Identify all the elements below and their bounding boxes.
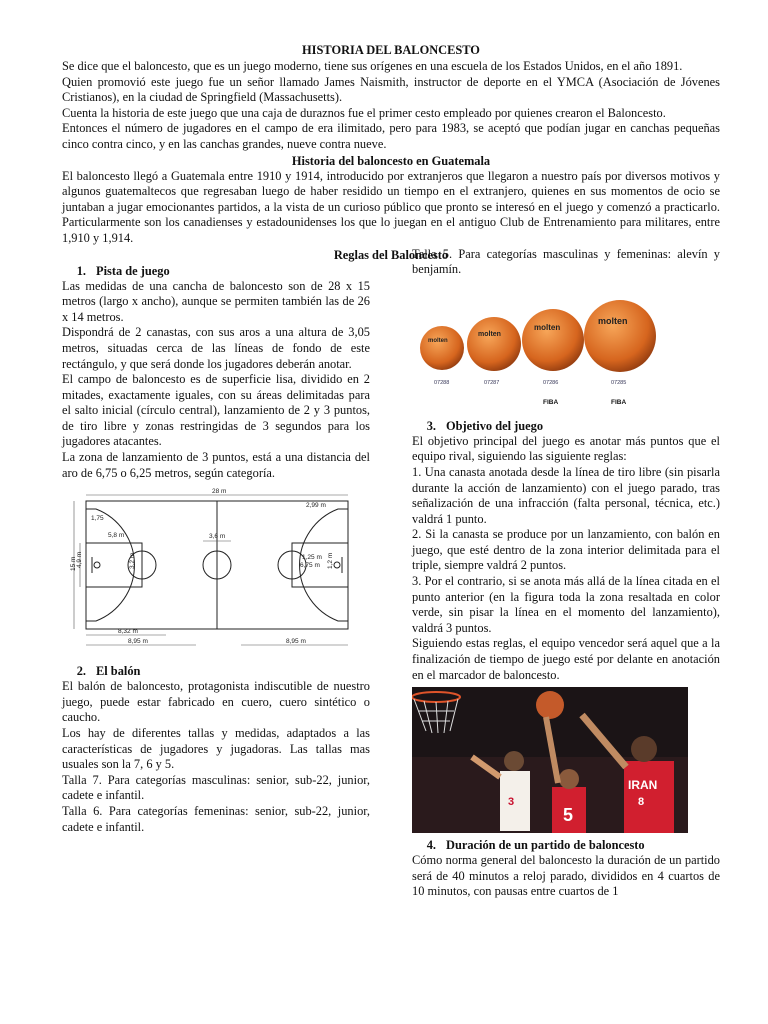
- section-1-paragraph-1: Las medidas de una cancha de baloncesto son de 28 x 15 metros (largo x ancho), aunque se permiten también las de 26 x 14 metros.: [62, 278, 370, 324]
- court-895b-label: 8,95 m: [286, 638, 306, 646]
- svg-text:5: 5: [563, 805, 574, 826]
- court-diagram: [66, 487, 356, 655]
- game-ball: [536, 691, 564, 719]
- section-1-heading: [62, 263, 370, 279]
- court-299-label: 2,99 m: [306, 502, 326, 510]
- section-3-heading: [412, 418, 720, 434]
- ball-code-2: 07287: [484, 379, 500, 386]
- section-2-paragraph-4: Talla 6. Para categorías femeninas: senior, sub-22, junior, cadete e infantil.: [62, 804, 370, 834]
- fiba-logo-1: FIBA: [543, 398, 559, 406]
- section-2-paragraph-1: El balón de baloncesto, protagonista indiscutible de nuestro juego, puede estar fabricado en cuero, cuero sintético o caucho.: [62, 679, 370, 725]
- game-photo: [412, 687, 688, 833]
- court-49-label: 4,9 m: [76, 551, 83, 569]
- section-4-number: 4.: [426, 838, 436, 853]
- rules-heading: Reglas del Baloncesto: [333, 247, 449, 262]
- court-length-label: 28 m: [212, 488, 227, 496]
- fiba-logo-2: FIBA: [611, 398, 627, 406]
- svg-text:molten: molten: [478, 330, 501, 338]
- ball-1: [420, 326, 464, 370]
- court-58-label: 5,8 m: [108, 532, 125, 540]
- section-3-paragraph-5: Siguiendo estas reglas, el equipo vencedor será aquel que a la finalización de tiempo de juego esté por delante en anotación en el marcador de baloncesto.: [412, 636, 720, 682]
- section-4-paragraph-1: Cómo norma general del baloncesto la duración de un partido será de 40 minutos a reloj parado, divididos en 4 cuartos de 10 minutos, con pausas entre cuartos de 1: [412, 853, 720, 899]
- ball-2: [467, 317, 521, 371]
- left-column: [62, 263, 370, 900]
- right-hoop: [334, 562, 340, 568]
- svg-text:molten: molten: [598, 315, 628, 326]
- svg-text:molten: molten: [534, 322, 561, 332]
- section-3-number: 3.: [426, 418, 436, 433]
- section-3-paragraph-2: 1. Una canasta anotada desde la línea de tiro libre (sin pisarla durante la acción de lanzamiento) con el juego parado, tras señalización de una infracción (falta personal, técnica, etc.) valdrá 1 punto.: [412, 464, 720, 526]
- guatemala-heading: Historia del baloncesto en Guatemala: [291, 153, 491, 168]
- section-1-paragraph-3: El campo de baloncesto es de superficie lisa, dividido en 2 mitades, exactamente iguales, con su áreas delimitadas para el salto inicial (círculo central), lanzamiento de 2 y 3 puntos, de tiro libre y zonas restringidas de 3 segundos para los jugadores atacantes.: [62, 372, 370, 449]
- svg-text:3: 3: [508, 796, 515, 809]
- left-hoop: [94, 562, 100, 568]
- guatemala-paragraph: El baloncesto llegó a Guatemala entre 1910 y 1914, introducido por extranjeros que llegaron a nuestro país por diversos motivos y algunos guatemaltecos que regresaban luego de haber residido un tiempo en el extranjero, quienes en sus momentos de ocio se juntaban a jugar emocionantes partidos, a la vista de un curioso público que pronto se interesó en el juego y comenzó a practicarlo. Particularmente son los canadienses y estadounidenses los que lo juegan en el antiguo Club de Entrenamiento para militares, entre 1,910 y 1,914.: [62, 168, 720, 245]
- court-32-label: 3,2 m: [129, 552, 136, 570]
- intro-paragraph-1: Se dice que el baloncesto, que es un juego moderno, tiene sus orígenes en una escuela de los Estados Unidos, en el año 1891.: [62, 59, 683, 73]
- svg-text:molten: molten: [428, 337, 448, 344]
- section-3-paragraph-3: 2. Si la canasta se produce por un lanzamiento, con balón en juego, que esté dentro de la zona interior delimitada para el triple, siempre valdrá 2 puntos.: [412, 527, 720, 573]
- section-2-title: El balón: [96, 664, 141, 679]
- court-12-label: 1,2 m: [327, 552, 334, 570]
- court-675-label: 6,75 m: [300, 562, 320, 570]
- ball-code-3: 07286: [543, 379, 559, 386]
- section-1-title: Pista de juego: [96, 263, 170, 278]
- section-1-paragraph-2: Dispondrá de 2 canastas, con sus aros a una altura de 3,05 metros, situadas cerca de las líneas de fondo de este rectángulo, y que será donde los jugadores deberán anotar.: [62, 325, 370, 371]
- court-36-label: 3,6 m: [209, 533, 226, 541]
- ball-3: [522, 309, 584, 371]
- section-2-number: 2.: [76, 664, 86, 679]
- talla-5-paragraph: Talla 5. Para categorías masculinas y femeninas: alevín y benjamín.: [412, 246, 720, 277]
- ball-4: [584, 300, 656, 372]
- court-832-label: 8,32 m: [118, 628, 138, 636]
- section-3-paragraph-1: El objetivo principal del juego es anotar más puntos que el equipo rival, siguiendo las siguiente reglas:: [412, 433, 720, 464]
- svg-text:IRAN: IRAN: [628, 778, 658, 793]
- section-1-number: 1.: [76, 263, 86, 278]
- section-2-heading: [62, 663, 370, 679]
- court-125-label: 1,25 m: [302, 554, 322, 562]
- document-page: [62, 42, 720, 900]
- section-1-paragraph-4: La zona de lanzamiento de 3 puntos, está a una distancia del aro de 6,75 o 6,25 metros, según categoría.: [62, 450, 370, 480]
- right-column: [412, 247, 720, 900]
- intro-paragraph-4: Entonces el número de jugadores en el campo de era ilimitado, pero para 1983, se aceptó que podían jugar en canchas pequeñas cinco contra cinco, y en las canchas grandes, nueve contra nueve.: [62, 121, 720, 151]
- ball-code-4: 07285: [611, 379, 627, 386]
- document-title: HISTORIA DEL BALONCESTO: [302, 43, 480, 57]
- court-175-label: 1,75: [91, 515, 104, 523]
- section-3-title: Objetivo del juego: [446, 418, 544, 433]
- section-2-paragraph-3: Talla 7. Para categorías masculinas: senior, sub-22, junior, cadete e infantil.: [62, 772, 370, 803]
- court-895a-label: 8,95 m: [128, 638, 148, 646]
- balls-image: [418, 298, 658, 410]
- ball-code-1: 07288: [434, 379, 450, 386]
- section-4-heading: [412, 837, 720, 853]
- intro-paragraph-2: Quien promovió este juego fue un señor llamado James Naismith, instructor de deporte en el YMCA (Asociación de Jóvenes Cristianos), en la ciudad de Springfield (Massachusetts).: [62, 74, 720, 105]
- section-4-title: Duración de un partido de baloncesto: [446, 838, 645, 853]
- section-3-paragraph-4: 3. Por el contrario, si se anota más allá de la línea citada en el punto anterior (en la figura toda la zona resaltada en color verde, sin pisar la línea en el momento del lanzamiento), valdrá 3 puntos.: [412, 574, 720, 635]
- left-three-point-arc: [86, 509, 134, 621]
- section-2-paragraph-2: Los hay de diferentes tallas y medidas, adaptados a las características de jugadores y jugadoras. Las tallas mas usuales son la 7, 6 y 5.: [62, 726, 370, 772]
- court-width-label: 15 m: [70, 556, 77, 572]
- svg-text:8: 8: [638, 796, 645, 809]
- intro-paragraph-3: Cuenta la historia de este juego que una caja de duraznos fue el primer cesto empleado por quienes crearon el Baloncesto.: [62, 105, 666, 120]
